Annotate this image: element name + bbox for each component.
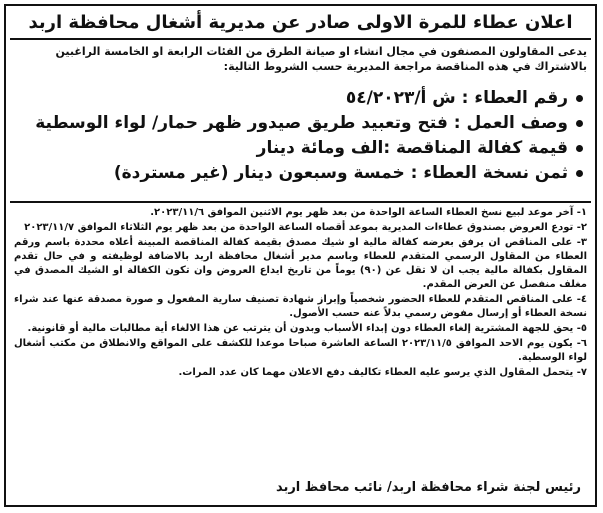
- tender-copy-price: ثمن نسخة العطاء : خمسة وسبعون دينار (غير مستردة): [16, 161, 583, 186]
- tender-number: رقم العطاء : ش أ/٥٤/٢٠٢٣: [16, 86, 583, 111]
- tender-advertisement: [4, 4, 597, 507]
- intro-paragraph: يدعى المقاولون المصنفون في مجال انشاء او صيانة الطرق من الفئات الرابعة او الخامسة الراغبين بالاشتراك في هذه المناقصة مراجعة المديرية حسب الشروط التالية:: [55, 45, 587, 73]
- advertisement-title: اعلان عطاء للمرة الاولى صادر عن مديرية أشغال محافظة اربد: [28, 12, 573, 33]
- condition-item: ٤- على المناقص المتقدم للعطاء الحضور شخصياً وإبراز شهادة تصنيف سارية المفعول و صورة مصدقة عنها عند شراء نسخة العطاء أو إرسال مفوض رسمي بدلاً عنه حسب الأصول.: [14, 294, 587, 319]
- bid-bond-value: قيمة كفالة المناقصة :الف ومائة دينار: [16, 136, 583, 161]
- section-divider: [10, 201, 591, 203]
- condition-item: ٥- يحق للجهة المشترية إلغاء العطاء دون إبداء الأسباب وبدون أن يترتب عن هذا الالغاء أية مطالبات مالية أو قانونية.: [27, 323, 587, 334]
- work-description: وصف العمل : فتح وتعبيد طريق صيدور ظهر حمار/ لواء الوسطية: [16, 111, 583, 136]
- signature-line: رئيس لجنة شراء محافظة اربد/ نائب محافظ اربد: [275, 480, 581, 495]
- condition-item: ٢- تودع العروض بصندوق عطاءات المديرية بموعد أقصاه الساعة الواحدة من بعد ظهر يوم الثلاثاء الموافق ٢٠٢٣/١١/٧: [24, 222, 587, 233]
- bullet-icon: [576, 120, 583, 127]
- title-divider: [10, 38, 591, 40]
- conditions-list: [14, 206, 587, 381]
- condition-item: ٧- يتحمل المقاول الذي يرسو عليه العطاء تكاليف دفع الاعلان مهما كان عدد المرات.: [178, 367, 587, 378]
- key-terms-list: [16, 86, 583, 186]
- bullet-icon: [576, 145, 583, 152]
- condition-item: ١- آخر موعد لبيع نسخ العطاء الساعة الواحدة من بعد ظهر يوم الاثنين الموافق ٢٠٢٣/١١/٦.: [150, 207, 587, 218]
- bullet-icon: [576, 170, 583, 177]
- condition-item: ٦- يكون يوم الاحد الموافق ٢٠٢٣/١١/٥ الساعة العاشرة صباحا موعدا للكشف على المواقع والانطلاق من مكتب أشغال لواء الوسطية.: [14, 338, 587, 363]
- bullet-icon: [576, 95, 583, 102]
- condition-item: ٣- على المناقص ان يرفق بعرضه كفالة مالية او شيك مصدق بقيمة كفالة المناقصة المبينة أعلاه محددة باسم ورقم العطاء من المقاول الرسمي المتقدم للعطاء وباسم مدير أشغال محافظة اربد بالاضافة لوظيفته و في حال تقدم المقاول بكفالة مالية يجب ان لا تقل عن (٩٠) يوماً من تاريخ ايداع العروض وان تكون الكفالة او الشيك المصدق في مغلف منفصل عن العرض المقدم.: [14, 237, 587, 290]
